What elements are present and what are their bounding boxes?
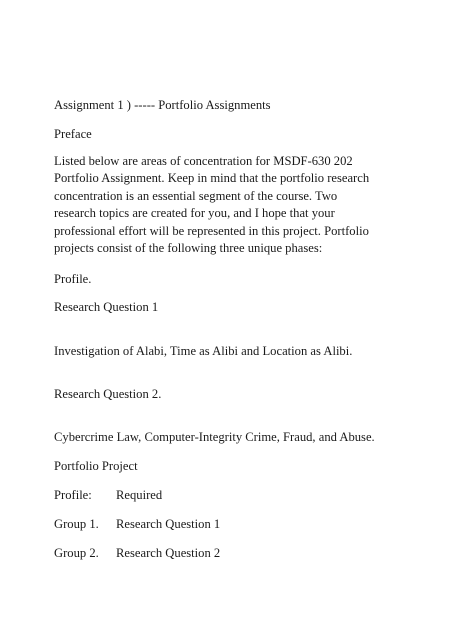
preface-line: Listed below are areas of concentration for MSDF-630 202 bbox=[54, 154, 353, 168]
table-row-value: Research Question 1 bbox=[116, 517, 221, 531]
table-row-key: Profile: bbox=[54, 488, 92, 502]
preface-label: Preface bbox=[54, 127, 92, 141]
table-row bbox=[54, 545, 220, 562]
preface-line: Portfolio Assignment. Keep in mind that the portfolio research bbox=[54, 171, 370, 186]
preface-line: professional effort will be represented in this project. Portfolio bbox=[54, 223, 369, 238]
research-question-1-text: Investigation of Alabi, Time as Alibi and Location as Alibi. bbox=[54, 344, 353, 358]
portfolio-project-label: Portfolio Project bbox=[54, 459, 138, 473]
table-row-value: Research Question 2 bbox=[116, 546, 221, 560]
assignment-heading: Assignment 1 ) ----- Portfolio Assignments bbox=[54, 98, 271, 112]
preface-line: research topics are created for you, and I hope that your bbox=[54, 206, 335, 221]
profile-label: Profile. bbox=[54, 272, 92, 286]
table-row-key: Group 2. bbox=[54, 546, 99, 560]
table-row bbox=[54, 516, 220, 533]
research-question-2-text: Cybercrime Law, Computer-Integrity Crime, Fraud, and Abuse. bbox=[54, 430, 375, 444]
research-question-2-label: Research Question 2. bbox=[54, 387, 162, 401]
preface-line: concentration is an essential segment of the course. Two bbox=[54, 188, 338, 203]
research-question-1-label: Research Question 1 bbox=[54, 300, 159, 314]
table-row-key: Group 1. bbox=[54, 517, 99, 531]
table-row bbox=[54, 487, 162, 504]
table-row-value: Required bbox=[116, 488, 163, 502]
preface-paragraph bbox=[54, 153, 399, 257]
preface-line: projects consist of the following three unique phases: bbox=[54, 241, 323, 256]
